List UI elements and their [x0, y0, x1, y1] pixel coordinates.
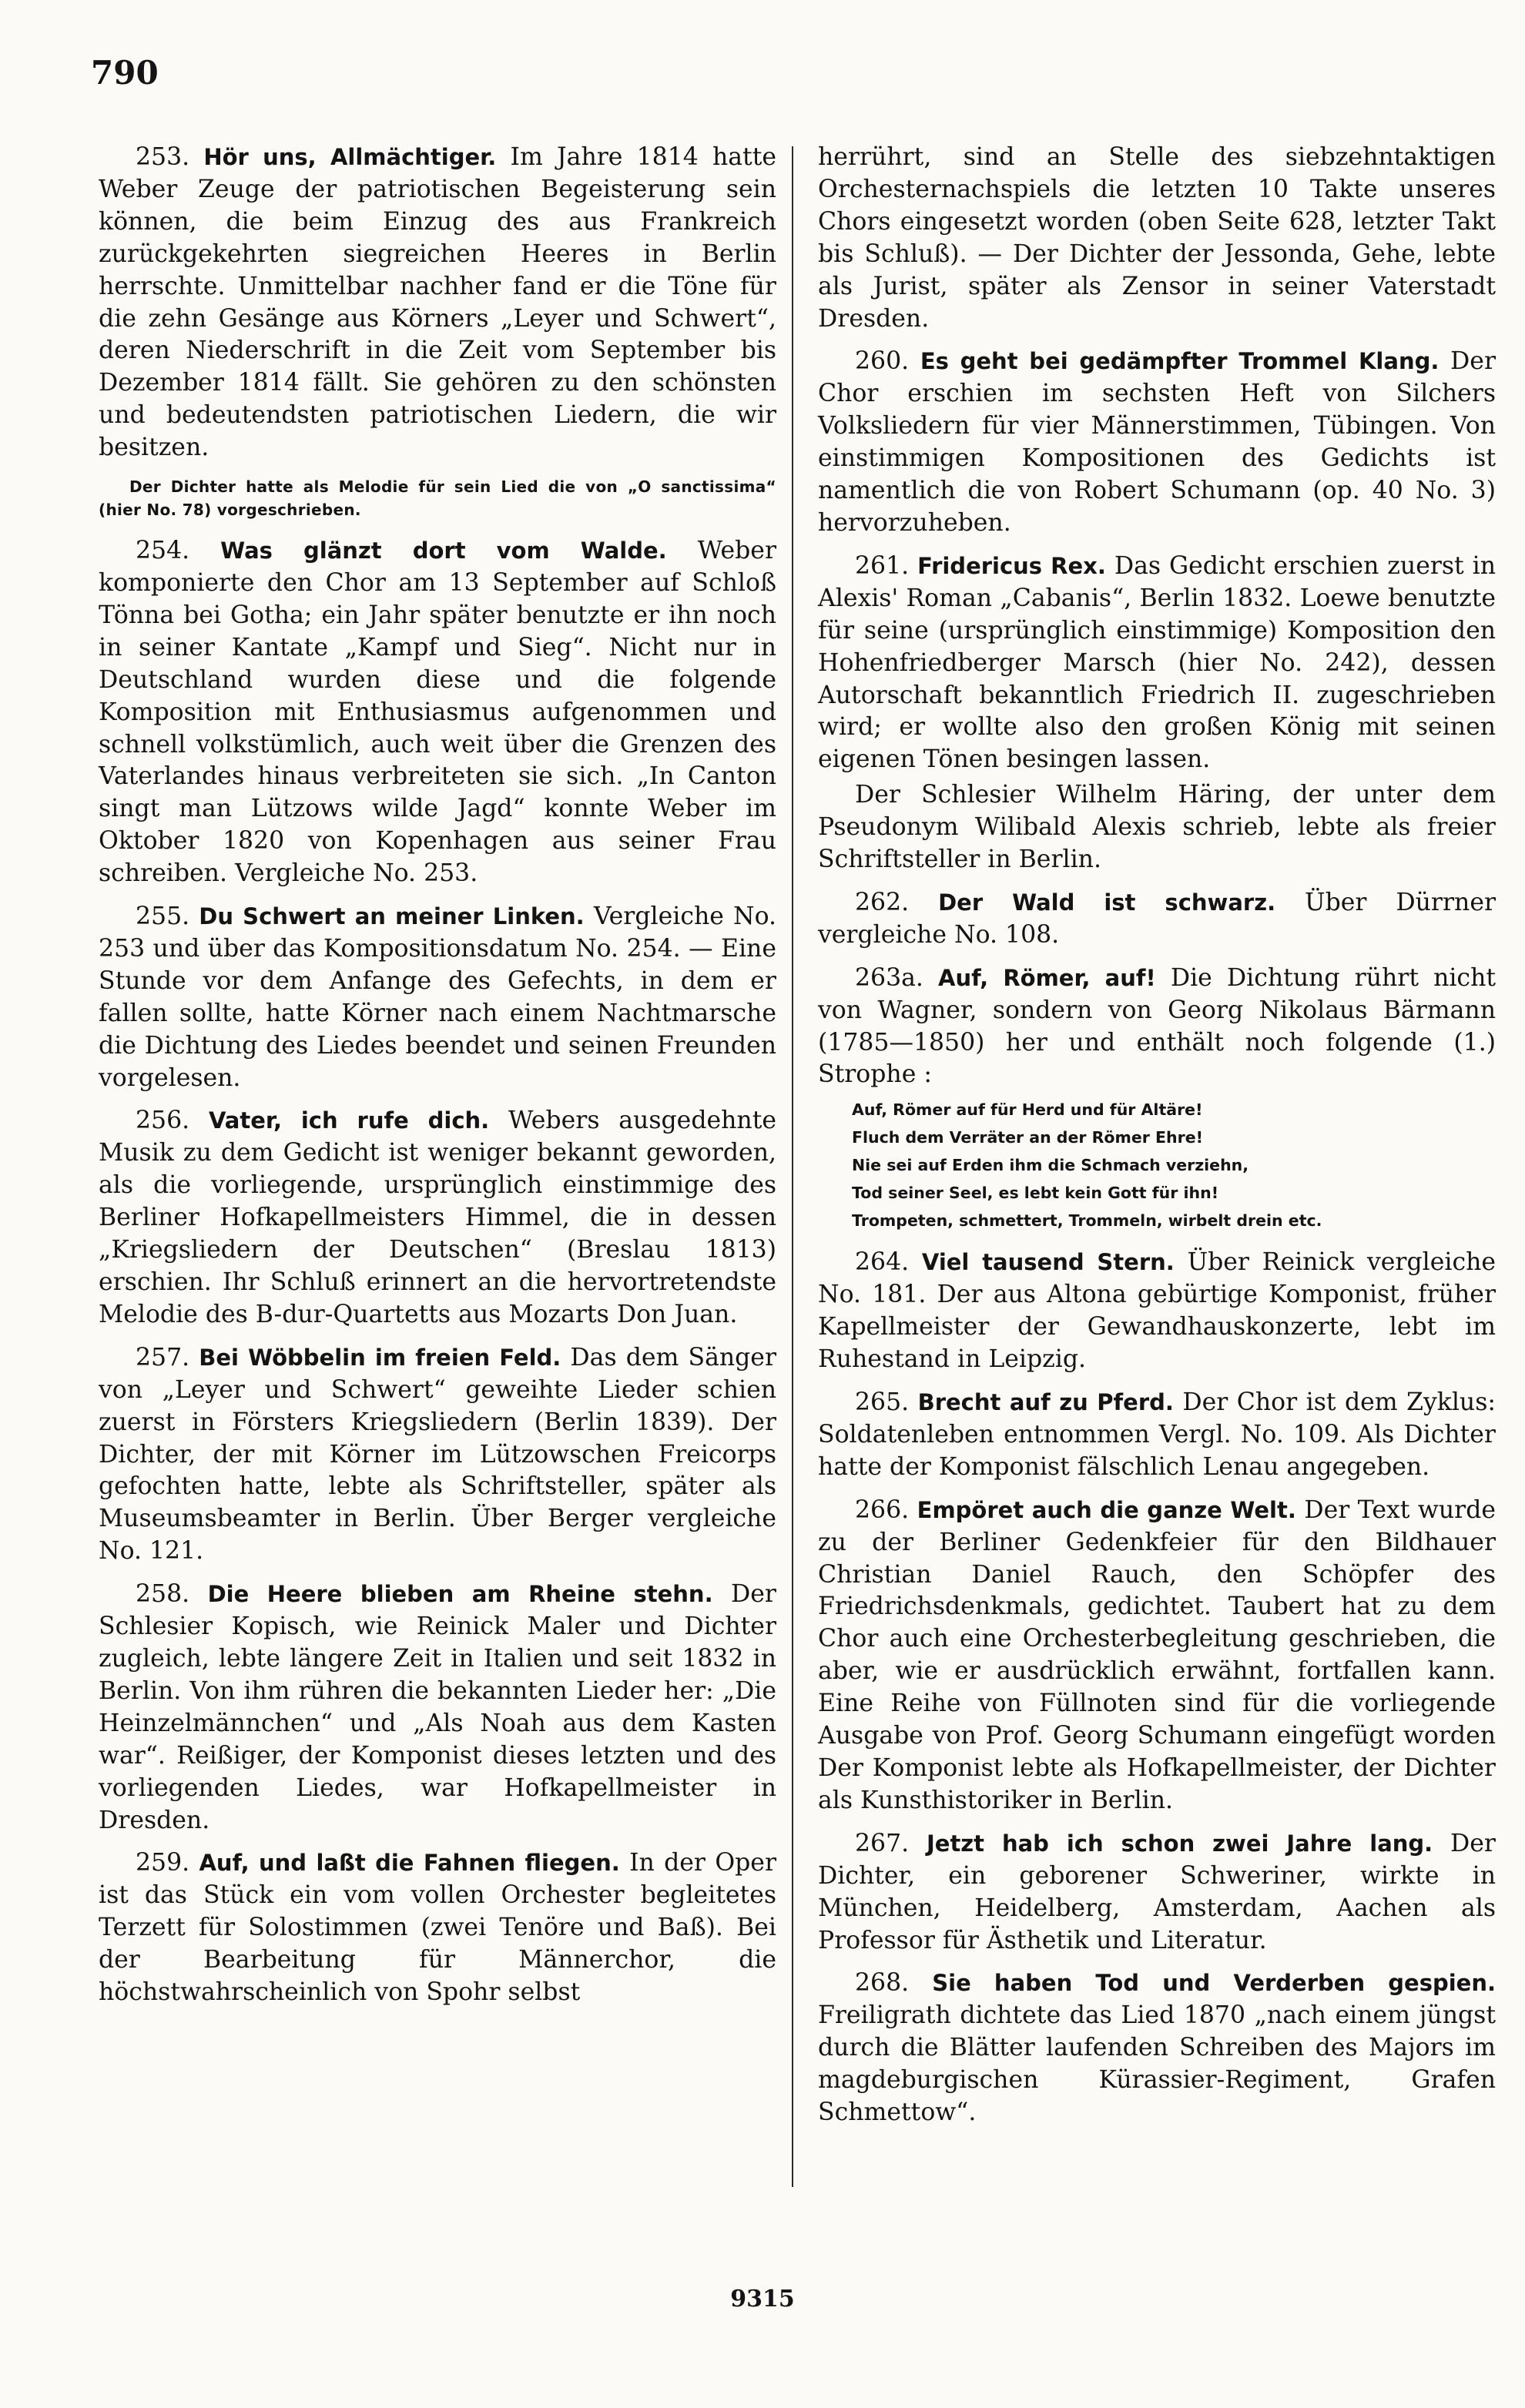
entry-title: Auf, Römer, auf!	[938, 964, 1156, 991]
entry-title: Es geht bei gedämpfter Trommel Klang.	[920, 348, 1440, 375]
entry-text: In der Oper ist das Stück ein vom vollen Orchester begleitetes Terzett für Solostimmen (zwei Tenöre und Baß). Bei der Bearbeitung für Männerchor, die höchstwahrscheinlich von Spohr selbst	[99, 1849, 777, 2007]
entry-title: Empöret auch die ganze Welt.	[917, 1496, 1296, 1523]
entry-number: 257.	[136, 1343, 190, 1371]
entry-title: Fridericus Rex.	[917, 552, 1106, 579]
right-column	[818, 142, 1496, 2140]
entry-text: Über Reinick vergleiche No. 181. Der aus Altona gebürtige Komponist, früher Kapellmeister der Gewandhauskonzerte, lebt im Ruhestand in Leipzig.	[818, 1248, 1497, 1374]
entry-number: 254.	[136, 537, 190, 565]
entry-title: Bei Wöbbelin im freien Feld.	[199, 1344, 561, 1371]
entry-number: 259.	[136, 1849, 190, 1877]
entry-number: 260.	[855, 347, 910, 376]
entry-255	[99, 901, 776, 1094]
page-number: 790	[91, 54, 159, 92]
entry-253	[99, 142, 776, 464]
entry-text: Der Text wurde zu der Berliner Gedenkfeier für den Bildhauer Christian Daniel Rauch, den Schöpfer des Friedrichsdenkmals, gedichtet. Taubert hat zu dem Chor auch eine Orchesterbegleitung geschrieben, die aber, wie er ausdrücklich erwähnt, fortfallen kann. Eine Reihe von Füllnoten sind für die vorliegende Ausgabe von Prof. Georg Schumann eingefügt worden Der Komponist lebte als Hofkapellmeister, der Dichter als Kunsthistoriker in Berlin.	[818, 1495, 1497, 1814]
entry-number: 266.	[855, 1495, 910, 1524]
footnote-253: Der Dichter hatte als Melodie für sein Lied die von „O sanctissima“ (hier No. 78) vorgeschrieben.	[99, 477, 776, 520]
verse-263a	[852, 1096, 1496, 1234]
verse-line: Tod seiner Seel, es lebt kein Gott für ihn!	[852, 1184, 1219, 1203]
entry-262	[818, 887, 1496, 952]
entry-text: Im Jahre 1814 hatte Weber Zeuge der patriotischen Begeisterung sein können, die beim Einzug des aus Frankreich zurückgekehrten siegreichen Heeres in Berlin herrschte. Unmittelbar nachher fand er die Töne für die zehn Gesänge aus Körners „Leyer und Schwert“, deren Niederschrift in die Zeit vom September bis Dezember 1814 fällt. Sie gehören zu den schönsten und bedeutendsten patriotischen Liedern, die wir besitzen.	[99, 143, 777, 462]
entry-text: Das dem Sänger von „Leyer und Schwert“ geweihte Lieder schien zuerst in Försters Kriegsliedern (Berlin 1839). Der Dichter, der mit Körner im Lützowschen Freicorps gefochten hatte, lebte als Schriftsteller, später als Museumsbeamter in Berlin. Über Berger vergleiche No. 121.	[99, 1343, 777, 1566]
entry-title: Die Heere blieben am Rheine stehn.	[207, 1581, 713, 1608]
entry-number: 258.	[136, 1580, 190, 1609]
entry-261	[818, 551, 1496, 776]
entry-title: Jetzt hab ich schon zwei Jahre lang.	[926, 1830, 1433, 1857]
entry-text: Weber komponierte den Chor am 13 September auf Schloß Tönna bei Gotha; ein Jahr später benutzte er ihn noch in seiner Kantate „Kampf und Sieg“. Nicht nur in Deutschland wurden diese und die folgende Komposition mit Enthusiasmus aufgenommen und schnell volkstümlich, auch weit über die Grenzen des Vaterlandes hinaus verbreiteten sie sich. „In Canton singt man Lützows wilde Jagd“ konnte Weber im Oktober 1820 von Kopenhagen aus seiner Frau schreiben. Vergleiche No. 253.	[99, 537, 777, 888]
entry-number: 261.	[855, 551, 910, 580]
entry-title: Sie haben Tod und Verderben gespien.	[932, 1970, 1496, 1997]
entry-259-continuation: herrührt, sind an Stelle des siebzehntaktigen Orchesternachspiels die letzten 10 Takte unseres Chors eingesetzt worden (oben Seite 628, letzter Takt bis Schluß). — Der Dichter der Jessonda, Gehe, lebte als Jurist, später als Zensor in seiner Vaterstadt Dresden.	[818, 143, 1496, 333]
entry-number: 264.	[855, 1248, 910, 1277]
entry-text: Webers ausgedehnte Musik zu dem Gedicht ist weniger bekannt geworden, als die vorliegende, ursprünglich einstimmige des Berliner Hofkapellmeisters Himmel, die in dessen „Kriegsliedern der Deutschen“ (Breslau 1813) erschien. Ihr Schluß erinnert an die hervortretendste Melodie des B-dur-Quartetts aus Mozarts Don Juan.	[99, 1107, 776, 1328]
entry-268	[818, 1968, 1496, 2129]
entry-254	[99, 535, 776, 890]
entry-title: Hör uns, Allmächtiger.	[203, 144, 497, 170]
entry-number: 267.	[855, 1829, 910, 1857]
entry-text: Vergleiche No. 253 und über das Kompositionsdatum No. 254. — Eine Stunde vor dem Anfange des Gefechts, in dem er fallen sollte, hatte Körner nach einem Nachtmarsche die Dichtung des Liedes beendet und seinen Freunden vorgelesen.	[99, 903, 776, 1092]
entry-text: Das Gedicht erschien zuerst in Alexis' Roman „Cabanis“, Berlin 1832. Loewe benutzte für seine (ursprünglich einstimmige) Komposition den Hohenfriedberger Marsch (hier No. 242), dessen Autorschaft bekanntlich Friedrich II. zugeschrieben wird; er wollte also den großen König mit seinen eigenen Tönen besingen lassen.	[818, 551, 1497, 774]
entry-257	[99, 1342, 776, 1568]
entry-number: 268.	[855, 1969, 910, 1998]
entry-260	[818, 346, 1496, 539]
entry-number: 265.	[855, 1388, 910, 1416]
entry-258	[99, 1579, 776, 1837]
entry-265	[818, 1387, 1496, 1484]
column-divider	[792, 146, 793, 2187]
entry-261-paragraph: Der Schlesier Wilhelm Häring, der unter dem Pseudonym Wilibald Alexis schrieb, lebte als freier Schriftsteller in Berlin.	[818, 781, 1496, 874]
entry-number: 256.	[136, 1107, 190, 1135]
verse-line: Nie sei auf Erden ihm die Schmach verziehn,	[852, 1156, 1249, 1175]
entry-title: Du Schwert an meiner Linken.	[199, 903, 585, 930]
verse-line: Auf, Römer auf für Herd und für Altäre!	[852, 1100, 1203, 1120]
entry-text: Über Dürrner vergleiche No. 108.	[818, 888, 1497, 949]
verse-line: Trompeten, schmettert, Trommeln, wirbelt drein etc.	[852, 1211, 1322, 1231]
entry-title: Auf, und laßt die Fahnen fliegen.	[199, 1850, 620, 1877]
entry-title: Viel tausend Stern.	[921, 1249, 1175, 1276]
entry-266	[818, 1495, 1496, 1817]
entry-title: Brecht auf zu Pferd.	[917, 1389, 1174, 1415]
entry-title: Der Wald ist schwarz.	[938, 889, 1276, 916]
entry-text: Freiligrath dichtete das Lied 1870 „nach einem jüngst durch die Blätter laufenden Schreiben des Majors im magdeburgischen Kürassier-Regiment, Grafen Schmettow“.	[818, 2001, 1496, 2127]
verse-line: Fluch dem Verräter an der Römer Ehre!	[852, 1128, 1203, 1147]
entry-number: 255.	[136, 903, 190, 931]
entry-title: Was glänzt dort vom Walde.	[220, 538, 667, 564]
entry-number: 263a.	[855, 963, 923, 992]
entry-number: 262.	[855, 888, 910, 916]
entry-text: Die Dichtung rührt nicht von Wagner, sondern von Georg Nikolaus Bärmann (1785—1850) her und enthält noch folgende (1.) Strophe :	[818, 963, 1497, 1089]
entry-263a	[818, 963, 1496, 1092]
entry-267	[818, 1828, 1496, 1958]
entry-259	[99, 1847, 776, 2009]
footer-code: 9315	[730, 2286, 795, 2313]
entry-title: Vater, ich rufe dich.	[208, 1107, 490, 1134]
entry-264	[818, 1247, 1496, 1376]
entry-number: 253.	[136, 143, 190, 171]
entry-text: Der Chor ist dem Zyklus: Soldatenleben entnommen Vergl. No. 109. Als Dichter hatte der Komponist fälschlich Lenau angegeben.	[818, 1388, 1496, 1481]
left-column	[99, 142, 776, 2020]
entry-text: Der Chor erschien im sechsten Heft von Silchers Volksliedern für vier Männerstimmen, Tübingen. Von einstimmigen Kompositionen des Gedichts ist namentlich die von Robert Schumann (op. 40 No. 3) hervorzuheben.	[818, 347, 1497, 537]
entry-text: Der Dichter, ein geborener Schweriner, wirkte in München, Heidelberg, Amsterdam, Aachen als Professor für Ästhetik und Literatur.	[818, 1829, 1496, 1954]
entry-256	[99, 1105, 776, 1331]
entry-text: Der Schlesier Kopisch, wie Reinick Maler und Dichter zugleich, lebte längere Zeit in Italien und seit 1832 in Berlin. Von ihm rühren die bekannten Lieder her: „Die Heinzelmännchen“ und „Als Noah aus dem Kasten war“. Reißiger, der Komponist dieses letzten und des vorliegenden Liedes, war Hofkapellmeister in Dresden.	[99, 1580, 776, 1834]
